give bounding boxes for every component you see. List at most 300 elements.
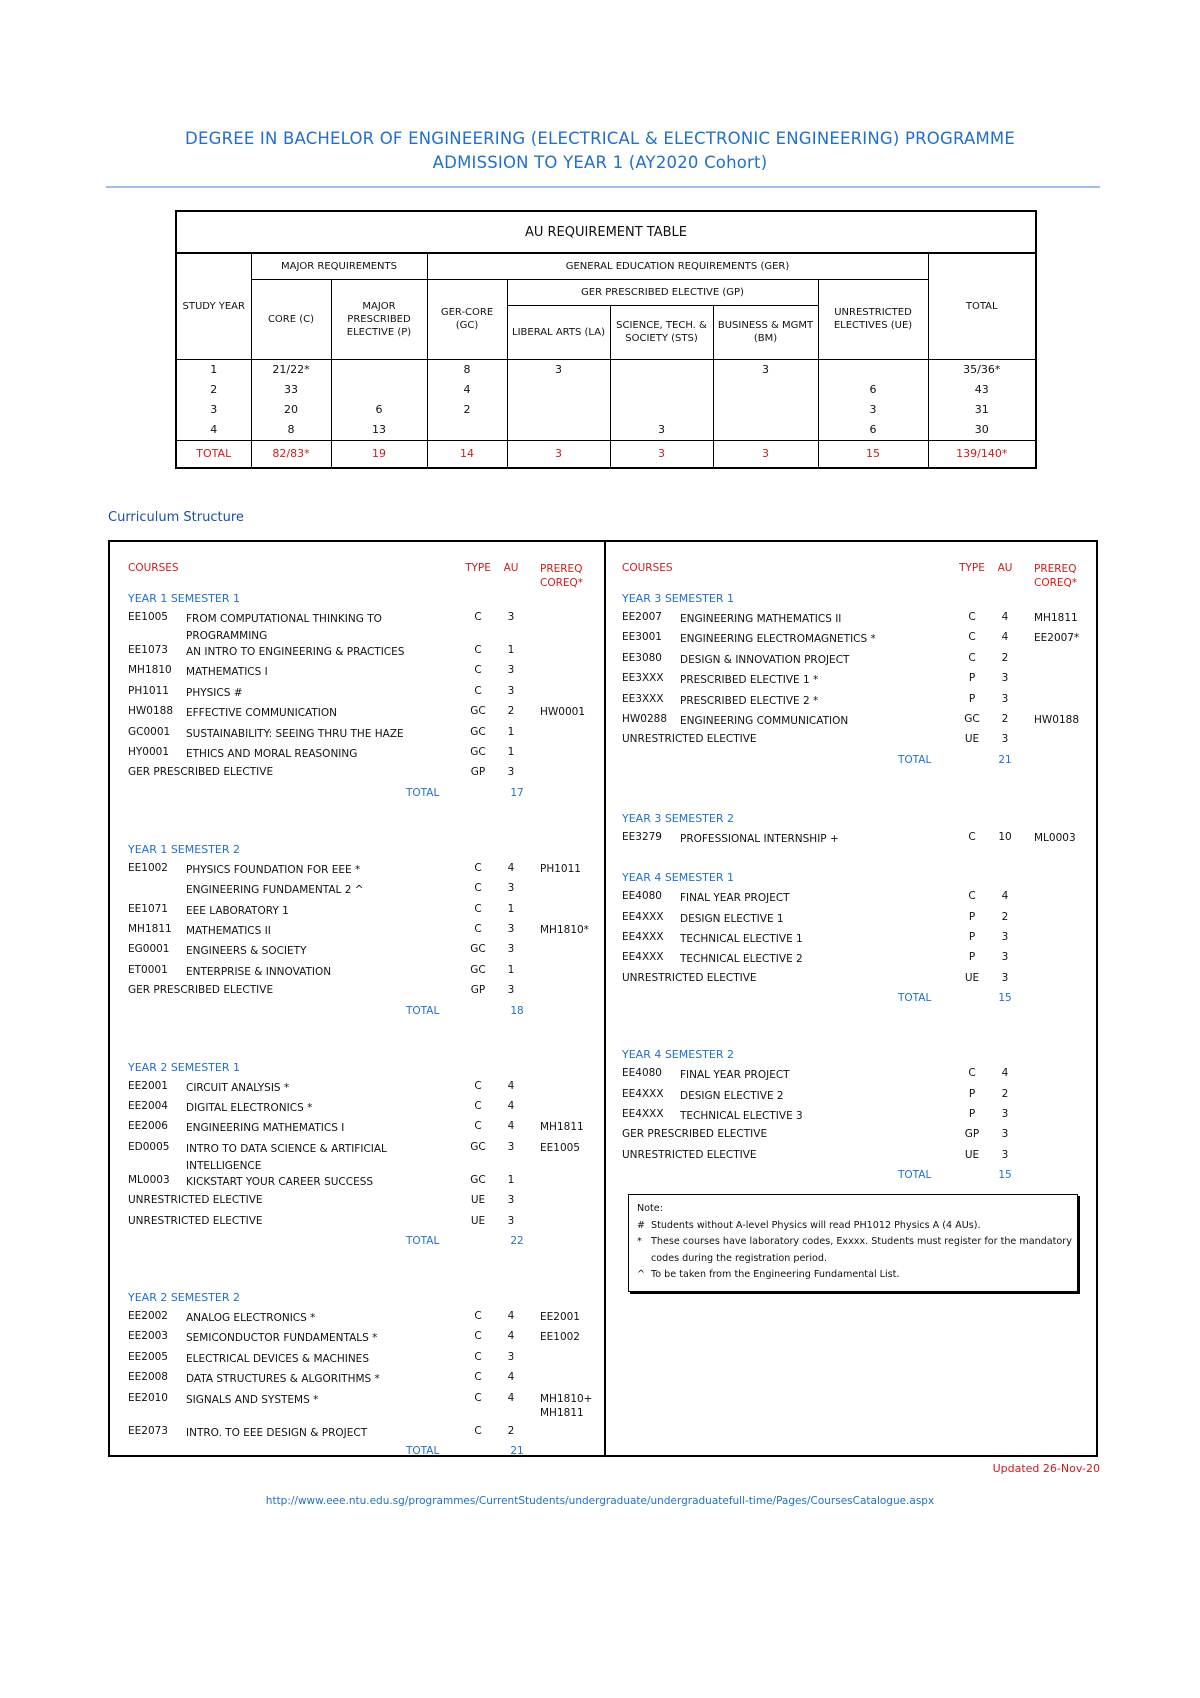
au-cell: 6 xyxy=(331,400,427,420)
course-au: 4 xyxy=(1001,1067,1009,1080)
au-cell: 20 xyxy=(251,400,331,420)
course-row xyxy=(622,931,1098,948)
course-type: C xyxy=(474,1310,482,1322)
course-code: EE3001 xyxy=(622,631,662,644)
course-code: EE2005 xyxy=(128,1350,168,1363)
course-row xyxy=(622,1108,1098,1125)
curriculum-divider xyxy=(604,540,606,1457)
course-au: 2 xyxy=(1001,910,1009,923)
course-code: EE4XXX xyxy=(622,931,664,943)
course-prereq: MH1811 xyxy=(540,1121,584,1134)
header-la: LIBERAL ARTS (LA) xyxy=(507,305,610,359)
course-row xyxy=(128,1100,600,1117)
note-box xyxy=(628,1194,1078,1292)
course-row xyxy=(128,746,600,763)
course-prereq: PH1011 xyxy=(540,862,581,875)
course-title: TECHNICAL ELECTIVE 1 xyxy=(680,933,803,945)
course-au: 3 xyxy=(507,766,515,779)
course-au: 3 xyxy=(507,882,515,895)
course-au: 3 xyxy=(507,684,515,697)
au-cell: 4 xyxy=(176,420,251,441)
au-total-cell: 139/140* xyxy=(928,440,1036,468)
au-cell xyxy=(427,420,507,441)
course-type: UE xyxy=(964,971,980,984)
course-title: DESIGN & INNOVATION PROJECT xyxy=(680,653,850,666)
header-type: TYPE xyxy=(959,562,985,574)
au-cell: 13 xyxy=(331,420,427,441)
curriculum-heading: Curriculum Structure xyxy=(108,510,244,525)
course-type: C xyxy=(474,644,482,656)
course-prereq: MH1810* xyxy=(540,924,589,936)
course-type: C xyxy=(474,1330,482,1343)
au-cell: 35/36* xyxy=(928,359,1036,380)
course-type: P xyxy=(968,951,976,964)
course-au: 3 xyxy=(1001,733,1009,746)
course-title: ELECTRICAL DEVICES & MACHINES xyxy=(186,1352,369,1365)
course-au: 3 xyxy=(507,984,515,997)
course-row xyxy=(128,1120,600,1137)
au-row xyxy=(176,359,1036,380)
course-au: 3 xyxy=(507,664,515,677)
course-type: GC xyxy=(470,705,486,718)
header-gp: GER PRESCRIBED ELECTIVE (GP) xyxy=(507,279,818,305)
course-code: EE2008 xyxy=(128,1371,168,1384)
course-code: EE4080 xyxy=(622,890,662,903)
au-row xyxy=(176,420,1036,441)
course-code: EE3080 xyxy=(622,651,662,664)
course-prereq: EE2007* xyxy=(1034,632,1080,645)
au-row xyxy=(176,380,1036,400)
course-prereq: EE1005 xyxy=(540,1141,580,1154)
course-row xyxy=(128,882,600,899)
course-row xyxy=(622,1128,1098,1145)
header-type: TYPE xyxy=(465,562,491,574)
course-code: MH1810 xyxy=(128,664,172,677)
course-row xyxy=(128,726,600,743)
course-title: PHYSICS # xyxy=(186,686,243,699)
course-type: GC xyxy=(470,943,486,956)
au-cell: 31 xyxy=(928,400,1036,420)
course-au: 4 xyxy=(1001,890,1009,903)
course-title: SUSTAINABILITY: SEEING THRU THE HAZE xyxy=(186,727,404,740)
course-au: 1 xyxy=(507,902,515,915)
course-title: EEE LABORATORY 1 xyxy=(186,904,289,917)
course-title: ENGINEERING MATHEMATICS II xyxy=(680,613,842,625)
course-row xyxy=(622,911,1098,928)
course-title: EFFECTIVE COMMUNICATION xyxy=(186,707,338,720)
semester-total-label: TOTAL xyxy=(898,1169,932,1182)
semester-title: YEAR 2 SEMESTER 1 xyxy=(128,1060,240,1074)
course-code: EG0001 xyxy=(128,943,170,956)
course-type: C xyxy=(474,664,482,677)
course-au: 4 xyxy=(507,1371,515,1384)
course-au: 3 xyxy=(507,1140,515,1153)
au-cell: 6 xyxy=(818,420,928,441)
course-code: UNRESTRICTED ELECTIVE xyxy=(128,1194,263,1207)
course-code: EE1073 xyxy=(128,644,168,656)
course-code: GER PRESCRIBED ELECTIVE xyxy=(128,766,274,779)
course-title: ANALOG ELECTRONICS * xyxy=(186,1312,316,1324)
title-rule xyxy=(106,186,1100,188)
course-type: GP xyxy=(470,984,486,997)
au-cell: 3 xyxy=(176,400,251,420)
au-cell xyxy=(818,359,928,380)
au-cell xyxy=(713,420,818,441)
course-title: ENTERPRISE & INNOVATION xyxy=(186,965,332,978)
au-cell: 3 xyxy=(713,359,818,380)
course-au: 3 xyxy=(1001,672,1009,685)
course-row xyxy=(622,890,1098,907)
course-type: C xyxy=(968,890,976,903)
course-type: GC xyxy=(470,1173,486,1186)
course-au: 4 xyxy=(507,861,515,874)
semester-total-label: TOTAL xyxy=(898,753,932,766)
course-row xyxy=(128,1310,600,1327)
header-ger-core: GER-CORE (GC) xyxy=(427,279,507,359)
course-row xyxy=(622,951,1098,968)
au-cell xyxy=(713,400,818,420)
course-code: EE4080 xyxy=(622,1067,662,1080)
course-title: FINAL YEAR PROJECT xyxy=(680,1069,790,1082)
course-title: FROM COMPUTATIONAL THINKING TO PROGRAMMING xyxy=(186,613,382,642)
course-code: EE3XXX xyxy=(622,692,664,705)
semester-title: YEAR 2 SEMESTER 2 xyxy=(128,1291,240,1304)
course-title: ENGINEERING FUNDAMENTAL 2 ^ xyxy=(186,884,364,897)
course-row xyxy=(622,831,1098,848)
course-row xyxy=(622,1067,1098,1084)
course-title: ETHICS AND MORAL REASONING xyxy=(186,748,358,760)
course-au: 2 xyxy=(507,1424,515,1437)
au-total-cell: 3 xyxy=(713,440,818,468)
course-au: 10 xyxy=(998,830,1012,843)
note-text: To be taken from the Engineering Fundamental List. xyxy=(651,1269,900,1280)
course-row xyxy=(622,631,1098,648)
header-core: CORE (C) xyxy=(251,279,331,359)
au-total-cell: 3 xyxy=(610,440,713,468)
semester-total-label: TOTAL xyxy=(898,992,932,1005)
course-row xyxy=(128,903,600,920)
course-row xyxy=(622,733,1098,750)
course-au: 3 xyxy=(507,1350,515,1363)
course-code: ET0001 xyxy=(128,963,168,976)
course-code: EE2006 xyxy=(128,1120,168,1133)
document-title xyxy=(100,127,1100,175)
course-row xyxy=(128,685,600,702)
course-row xyxy=(128,1215,600,1232)
course-au: 2 xyxy=(1001,651,1009,664)
au-cell xyxy=(610,380,713,400)
course-row xyxy=(128,923,600,940)
course-title: ENGINEERS & SOCIETY xyxy=(186,945,307,958)
course-row xyxy=(128,1391,600,1419)
course-type: C xyxy=(474,684,482,697)
course-row xyxy=(622,1149,1098,1166)
course-au: 3 xyxy=(1001,971,1009,984)
course-au: 4 xyxy=(507,1120,515,1133)
course-code: EE1002 xyxy=(128,861,168,874)
header-study-year: STUDY YEAR xyxy=(176,253,251,359)
semester-total-value: 15 xyxy=(998,1169,1012,1182)
course-code: EE4XXX xyxy=(622,1108,664,1120)
au-cell: 3 xyxy=(818,400,928,420)
au-cell xyxy=(331,380,427,400)
semester-total-value: 22 xyxy=(510,1235,524,1247)
au-cell: 43 xyxy=(928,380,1036,400)
semester-total-label: TOTAL xyxy=(406,1235,440,1247)
course-row xyxy=(128,1330,600,1347)
au-cell xyxy=(610,400,713,420)
course-type: UE xyxy=(964,1148,980,1161)
course-title: ENGINEERING MATHEMATICS I xyxy=(186,1122,345,1135)
header-total: TOTAL xyxy=(928,253,1036,359)
source-url: http://www.eee.ntu.edu.sg/programmes/CurrentStudents/undergraduate/undergraduatefull-time/Pages/CoursesCatalogue.aspx xyxy=(265,1495,935,1507)
course-code: EE4XXX xyxy=(622,951,664,964)
header-au: AU xyxy=(503,562,519,574)
course-au: 1 xyxy=(507,746,515,758)
course-code: UNRESTRICTED ELECTIVE xyxy=(622,1148,757,1161)
course-code: EE2002 xyxy=(128,1310,168,1322)
title-line-1: DEGREE IN BACHELOR OF ENGINEERING (ELECTRICAL & ELECTRONIC ENGINEERING) PROGRAMME xyxy=(185,129,1015,148)
header-prereq: PREREQ COREQ* xyxy=(1034,563,1078,589)
course-au: 3 xyxy=(1001,1148,1009,1161)
semester-title: YEAR 1 SEMESTER 2 xyxy=(128,842,240,856)
course-type: P xyxy=(968,931,976,943)
course-code: MH1811 xyxy=(128,923,172,935)
note-line xyxy=(637,1234,1072,1251)
course-row xyxy=(128,1425,600,1442)
course-type: C xyxy=(474,1371,482,1384)
course-row xyxy=(622,611,1098,628)
course-type: GC xyxy=(470,1140,486,1153)
au-cell: 4 xyxy=(427,380,507,400)
au-cell xyxy=(610,359,713,380)
course-code: GER PRESCRIBED ELECTIVE xyxy=(622,1128,768,1141)
course-code: EE2004 xyxy=(128,1100,168,1112)
title-line-2: ADMISSION TO YEAR 1 (AY2020 Cohort) xyxy=(432,153,768,172)
au-cell: 2 xyxy=(176,380,251,400)
course-prereq: HW0188 xyxy=(1034,714,1079,726)
course-au: 3 xyxy=(1001,1108,1009,1120)
course-type: C xyxy=(474,1350,482,1363)
course-row xyxy=(128,862,600,879)
au-total-cell: 82/83* xyxy=(251,440,331,468)
course-row xyxy=(128,664,600,681)
course-code: EE2073 xyxy=(128,1424,168,1437)
course-code: EE2007 xyxy=(622,611,662,623)
note-line xyxy=(637,1267,1069,1284)
header-ue: UNRESTRICTED ELECTIVES (UE) xyxy=(818,279,928,359)
course-row xyxy=(128,1351,600,1368)
course-row xyxy=(128,705,600,722)
course-au: 4 xyxy=(507,1391,515,1404)
course-au: 1 xyxy=(507,644,515,656)
course-type: C xyxy=(474,902,482,915)
course-type: UE xyxy=(470,1214,486,1227)
course-prereq: ML0003 xyxy=(1034,831,1076,844)
header-ger: GENERAL EDUCATION REQUIREMENTS (GER) xyxy=(427,253,928,279)
au-cell: 8 xyxy=(251,420,331,441)
course-title: SEMICONDUCTOR FUNDAMENTALS * xyxy=(186,1332,378,1345)
course-row xyxy=(622,693,1098,710)
course-au: 1 xyxy=(507,963,515,976)
header-prereq: PREREQ COREQ* xyxy=(540,563,584,589)
course-row xyxy=(128,1140,600,1172)
course-au: 2 xyxy=(507,705,515,718)
course-row xyxy=(128,984,600,1001)
course-code: ML0003 xyxy=(128,1173,170,1186)
semester-total-value: 18 xyxy=(510,1004,524,1017)
course-code: EE2010 xyxy=(128,1391,168,1404)
course-type: P xyxy=(968,1087,976,1100)
course-title: DESIGN ELECTIVE 2 xyxy=(680,1089,784,1102)
course-type: UE xyxy=(470,1194,486,1207)
au-cell: 1 xyxy=(176,359,251,380)
semester-total-label: TOTAL xyxy=(406,1445,440,1457)
course-row xyxy=(128,964,600,981)
course-au: 1 xyxy=(507,1173,515,1186)
course-title: INTRO. TO EEE DESIGN & PROJECT xyxy=(186,1426,368,1439)
course-code: EE4XXX xyxy=(622,910,664,923)
course-au: 3 xyxy=(1001,951,1009,964)
course-type: C xyxy=(968,611,976,623)
course-title: MATHEMATICS I xyxy=(186,666,268,679)
course-row xyxy=(128,766,600,783)
course-title: DESIGN ELECTIVE 1 xyxy=(680,912,784,925)
course-type: C xyxy=(474,861,482,874)
au-cell: 33 xyxy=(251,380,331,400)
course-au: 4 xyxy=(507,1330,515,1343)
course-row xyxy=(622,713,1098,730)
course-type: C xyxy=(968,651,976,664)
course-type: GC xyxy=(470,725,486,738)
course-au: 3 xyxy=(507,943,515,956)
course-au: 3 xyxy=(507,1214,515,1227)
course-au: 3 xyxy=(507,611,515,623)
course-row xyxy=(128,1371,600,1388)
course-code: EE2001 xyxy=(128,1079,168,1092)
updated-date: Updated 26-Nov-20 xyxy=(992,1462,1100,1475)
note-text: Students without A-level Physics will read PH1012 Physics A (4 AUs). xyxy=(651,1219,981,1231)
course-prereq: MH1810+ MH1811 xyxy=(540,1392,593,1419)
course-row xyxy=(128,943,600,960)
course-code: HW0188 xyxy=(128,705,173,718)
course-type: C xyxy=(474,1120,482,1133)
course-prereq: MH1811 xyxy=(1034,612,1078,624)
course-title: PROFESSIONAL INTERNSHIP + xyxy=(680,832,839,845)
course-title: PHYSICS FOUNDATION FOR EEE * xyxy=(186,863,361,876)
course-code: HY0001 xyxy=(128,746,170,758)
course-title: PRESCRIBED ELECTIVE 2 * xyxy=(680,694,819,707)
course-title: SIGNALS AND SYSTEMS * xyxy=(186,1393,319,1406)
semester-total-label: TOTAL xyxy=(406,1004,440,1017)
course-type: C xyxy=(474,1391,482,1404)
course-row xyxy=(622,652,1098,669)
course-code: GER PRESCRIBED ELECTIVE xyxy=(128,984,274,997)
semester-title: YEAR 3 SEMESTER 2 xyxy=(622,811,734,825)
header-bm: BUSINESS & MGMT (BM) xyxy=(713,305,818,359)
course-title: AN INTRO TO ENGINEERING & PRACTICES xyxy=(186,646,405,658)
course-prereq: HW0001 xyxy=(540,706,585,719)
course-type: C xyxy=(474,1100,482,1112)
course-title: TECHNICAL ELECTIVE 3 xyxy=(680,1110,803,1122)
semester-total-label: TOTAL xyxy=(406,786,440,799)
course-type: GC xyxy=(470,963,486,976)
au-cell xyxy=(507,420,610,441)
note-line xyxy=(637,1251,1069,1268)
header-mpe: MAJOR PRESCRIBED ELECTIVE (P) xyxy=(331,279,427,359)
course-code: UNRESTRICTED ELECTIVE xyxy=(622,971,757,984)
course-au: 4 xyxy=(507,1100,515,1112)
course-title: KICKSTART YOUR CAREER SUCCESS xyxy=(186,1175,374,1188)
course-au: 2 xyxy=(1001,1087,1009,1100)
course-title: PRESCRIBED ELECTIVE 1 * xyxy=(680,674,819,687)
course-row xyxy=(622,972,1098,989)
course-row xyxy=(128,1194,600,1211)
au-cell: 21/22* xyxy=(251,359,331,380)
au-cell: 2 xyxy=(427,400,507,420)
course-row xyxy=(128,1080,600,1097)
au-total-row xyxy=(176,440,1036,468)
course-type: P xyxy=(968,672,976,685)
course-prereq: EE2001 xyxy=(540,1311,580,1323)
header-courses: COURSES xyxy=(622,562,673,574)
au-requirement-table xyxy=(175,210,1037,469)
course-code: ED0005 xyxy=(128,1140,170,1153)
course-type: C xyxy=(474,611,482,623)
course-title: DIGITAL ELECTRONICS * xyxy=(186,1102,313,1114)
course-code: EE1005 xyxy=(128,611,168,623)
au-cell: 30 xyxy=(928,420,1036,441)
course-type: GC xyxy=(470,746,486,758)
au-table-title: AU REQUIREMENT TABLE xyxy=(176,211,1036,253)
au-cell xyxy=(507,380,610,400)
header-au: AU xyxy=(997,562,1013,574)
course-row xyxy=(128,644,600,661)
course-type: C xyxy=(968,830,976,843)
course-code: HW0288 xyxy=(622,713,667,725)
course-au: 1 xyxy=(507,725,515,738)
course-type: UE xyxy=(964,733,980,746)
au-cell xyxy=(331,359,427,380)
au-total-cell: 19 xyxy=(331,440,427,468)
note-line xyxy=(637,1218,1069,1235)
course-au: 3 xyxy=(1001,931,1009,943)
course-type: P xyxy=(968,692,976,705)
au-total-cell: 15 xyxy=(818,440,928,468)
course-code: PH1011 xyxy=(128,684,169,697)
semester-title: YEAR 4 SEMESTER 2 xyxy=(622,1048,734,1062)
course-au: 3 xyxy=(1001,1128,1009,1141)
semester-title: YEAR 4 SEMESTER 1 xyxy=(622,871,734,885)
course-row xyxy=(128,611,600,642)
au-cell xyxy=(507,400,610,420)
course-au: 3 xyxy=(1001,692,1009,705)
course-type: C xyxy=(474,923,482,935)
course-code: GC0001 xyxy=(128,725,171,738)
au-cell: 8 xyxy=(427,359,507,380)
course-code: EE2003 xyxy=(128,1330,168,1343)
header-sts: SCIENCE, TECH. & SOCIETY (STS) xyxy=(610,305,713,359)
au-total-cell: 3 xyxy=(507,440,610,468)
course-type: P xyxy=(968,910,976,923)
course-type: GC xyxy=(964,713,980,725)
course-title: ENGINEERING COMMUNICATION xyxy=(680,715,849,727)
header-major: MAJOR REQUIREMENTS xyxy=(251,253,427,279)
au-total-cell: TOTAL xyxy=(176,440,251,468)
course-title: FINAL YEAR PROJECT xyxy=(680,892,790,905)
course-code: UNRESTRICTED ELECTIVE xyxy=(128,1214,263,1227)
au-cell: 6 xyxy=(818,380,928,400)
